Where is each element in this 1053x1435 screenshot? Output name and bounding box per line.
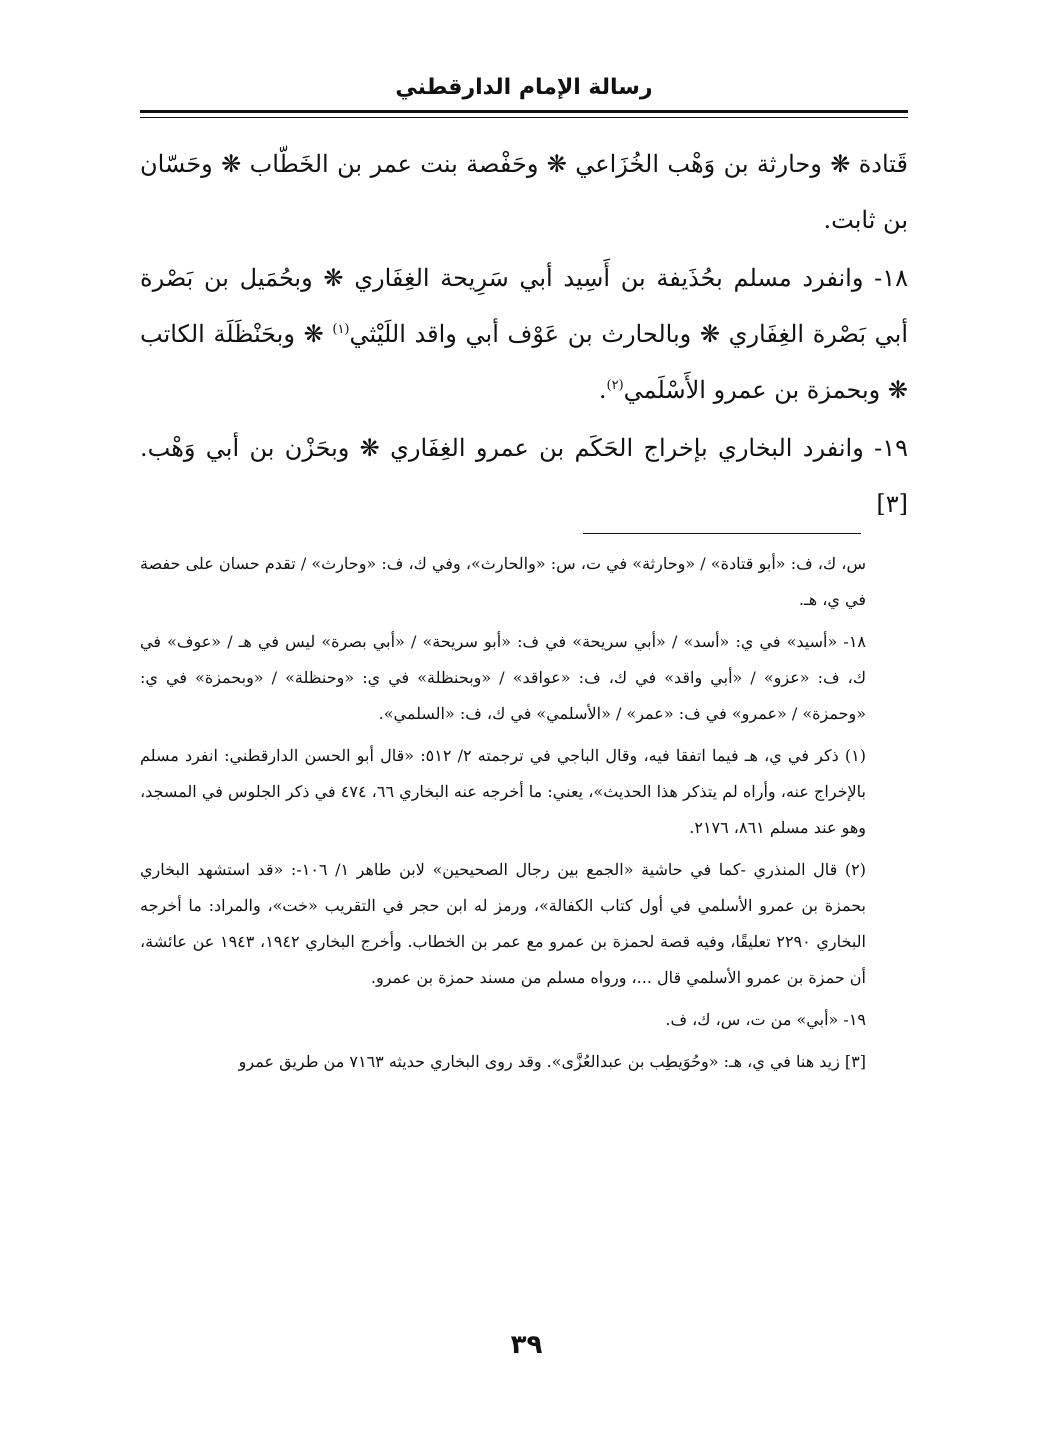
paragraph-19: ١٩- وانفرد البخاري بإخراج الحَكَم بن عمرو الغِفَاري ❋ وبحَزْن بن أبي وَهْب. [٣] [140, 434, 908, 518]
paragraph-18 [140, 250, 908, 418]
header-rule-thin [140, 117, 908, 118]
footnote-marker-1: (١) [332, 322, 350, 337]
header-rule-thick [140, 110, 908, 113]
footnote-variant-19: ١٩- «أبي» من ت، س، ك، ف. [665, 1010, 866, 1029]
running-header-title: رسالة الإمام الدارقطني [395, 75, 653, 100]
footnote-2: (٢) قال المنذري -كما في حاشية «الجمع بين رجال الصحيحين» لابن طاهر ١/ ١٠٦-: «قد استشهد البخاري بحمزة بن عمرو الأسلمي في أول كتاب الكفالة»، ورمز له ابن حجر في التقريب «خت»، والمراد: ما أخرجه البخاري ٢٢٩٠ تعليقًا، وفيه قصة لحمزة بن عمرو مع عمر بن الخطاب. وأخرج البخاري ١٩٤٢، ١٩٤٣ عن عائشة، أن حمزة بن عمرو الأسلمي قال ...، ورواه مسلم من مسند حمزة بن عمرو. [140, 860, 866, 987]
paragraph-continuation: قَتادة ❋ وحارثة بن وَهْب الخُزَاعي ❋ وحَفْصة بنت عمر بن الخَطّاب ❋ وحَسّان بن ثابت. [140, 150, 908, 234]
footnote-3: [٣] زيد هنا في ي، هـ: «وحُوَيطِب بن عبدالعُزَّى». وقد روى البخاري حديثه ٧١٦٣ من طريق عمرو [238, 1052, 866, 1071]
footnote-separator [583, 533, 861, 534]
footnote-1: (١) ذكر في ي، هـ فيما اتفقا فيه، وقال الباجي في ترجمته ٢/ ٥١٢: «قال أبو الحسن الدارقطني: انفرد مسلم بالإخراج عنه، وأراه لم يتذكر هذا الحديث»، يعني: ما أخرجه عنه البخاري ٦٦، ٤٧٤ في ذكر الجلوس في المسجد، وهو عند مسلم ٨٦١، ٢١٧٦. [140, 746, 867, 837]
footnote-marker-2: (٢) [606, 378, 624, 393]
paragraph-18-end: . [598, 376, 607, 404]
paragraph-18-main: ١٨- وانفرد مسلم بحُذَيفة بن أَسِيد أبي سَرِيحة الغِفَاري ❋ وبحُمَيل بن بَصْرة أبي بَصْرة الغِفَاري ❋ وبالحارث بن عَوْف أبي واقد اللَيْثي [140, 264, 909, 348]
footnote-variant-18: ١٨- «أسيد» في ي: «أسد» / «أبي سريحة» في ف: «أبو سريحة» / «أبي بصرة» ليس في هـ / «عوف» في ك، ف: «عزو» / «أبي واقد» في ك، ف: «عواقد» / «وبحنظلة» في ي: «وحنظلة» / «وبحمزة» في ي: «وحمزة» / «عمرو» في ف: «عمر» / «الأسلمي» في ك، ف: «السلمي». [140, 632, 866, 723]
paragraph-18-mid: ❋ وبحَنْظَلَة الكاتب ❋ وبحمزة بن عمرو الأَسْلَمي [140, 320, 908, 404]
footnote-variant-a: س، ك، ف: «أبو قتادة» / «وحارثة» في ت، س: «والحارث»، وفي ك، ف: «وحارث» / تقدم حسان على حفصة في ي، هـ. [140, 554, 866, 609]
footnotes-section [140, 546, 866, 1086]
main-text [140, 136, 908, 532]
page-number: ٣٩ [510, 1330, 543, 1360]
